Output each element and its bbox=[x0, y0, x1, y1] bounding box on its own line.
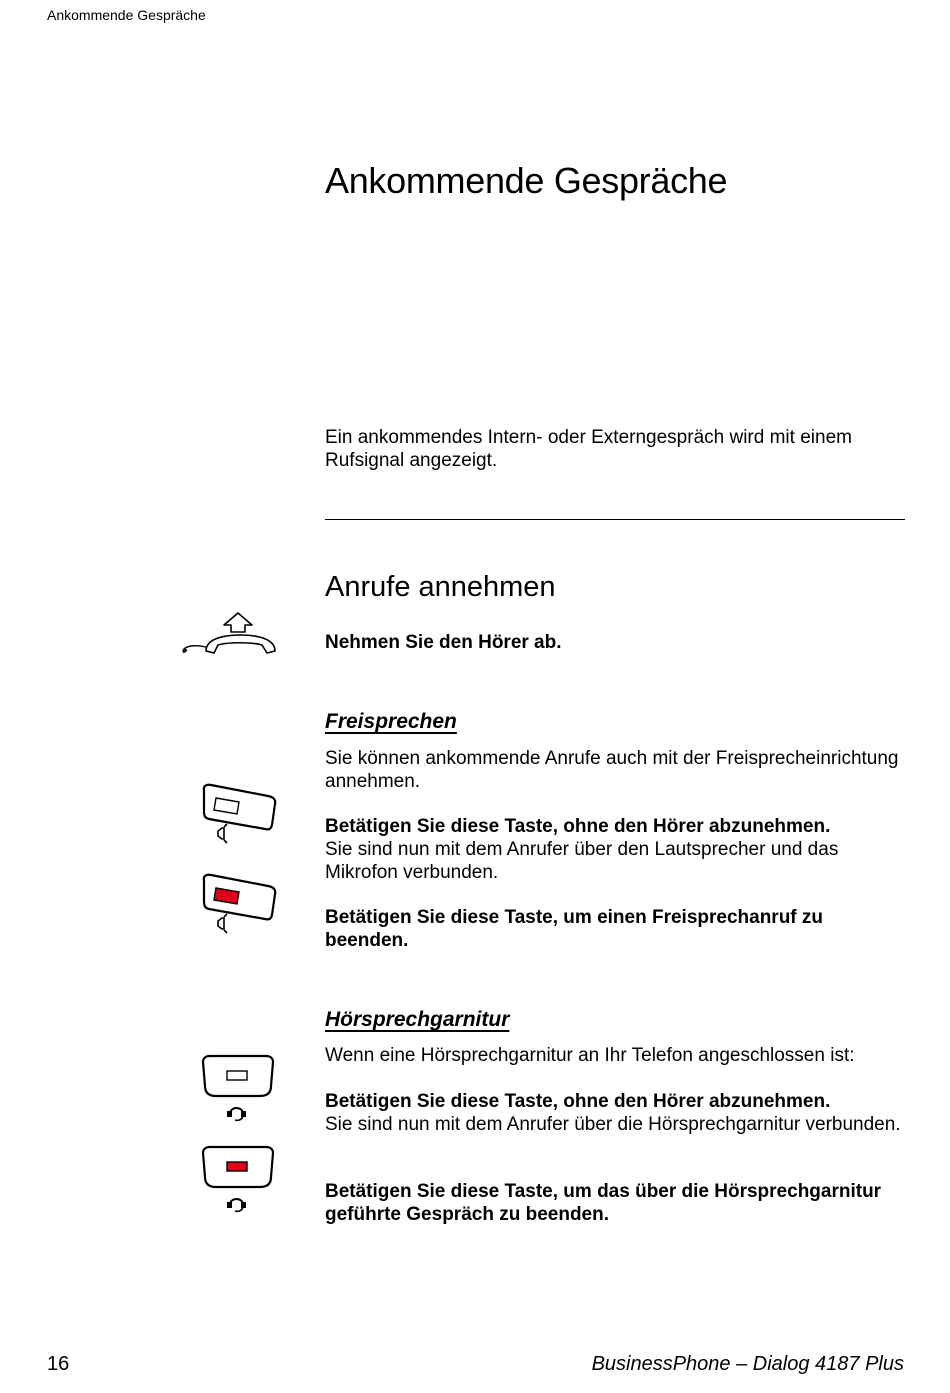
freisprechen-step1-result: Sie sind nun mit dem Anrufer über den Lautsprecher und das Mikrofon verbunden. bbox=[325, 839, 839, 883]
handset-lift-icon bbox=[178, 609, 280, 657]
freisprechen-step2-instruction: Betätigen Sie diese Taste, um einen Freisprechanruf zu beenden. bbox=[325, 907, 824, 951]
freisprechen-step1-instruction: Betätigen Sie diese Taste, ohne den Hörer abzunehmen. bbox=[325, 816, 831, 837]
headset-step2-instruction: Betätigen Sie diese Taste, um das über die Hörsprechgarnitur geführte Gespräch zu beenden. bbox=[325, 1181, 882, 1225]
page-number: 16 bbox=[47, 1353, 70, 1375]
speaker-key-icon bbox=[196, 783, 280, 845]
freisprechen-intro: Sie können ankommende Anrufe auch mit der Freisprecheinrichtung annehmen. bbox=[325, 748, 899, 792]
headset-intro: Wenn eine Hörsprechgarnitur an Ihr Telefon angeschlossen ist: bbox=[325, 1045, 855, 1066]
running-header: Ankommende Gespräche bbox=[47, 7, 206, 23]
section-heading: Anrufe annehmen bbox=[325, 571, 556, 603]
headset-step1-instruction: Betätigen Sie diese Taste, ohne den Hörer abzunehmen. bbox=[325, 1091, 831, 1112]
page-title: Ankommende Gespräche bbox=[325, 160, 728, 201]
step-pick-up-handset: Nehmen Sie den Hörer ab. bbox=[325, 632, 562, 653]
footer-product-title: BusinessPhone – Dialog 4187 Plus bbox=[591, 1353, 904, 1375]
headset-step1-result: Sie sind nun mit dem Anrufer über die Hörsprechgarnitur verbunden. bbox=[325, 1114, 901, 1135]
subheading-hoersprechgarnitur: Hörsprechgarnitur bbox=[325, 1008, 510, 1031]
speaker-key-active-icon bbox=[196, 873, 280, 935]
intro-paragraph: Ein ankommendes Intern- oder Externgespräch wird mit einem Rufsignal angezeigt. bbox=[325, 427, 852, 471]
section-divider bbox=[325, 519, 905, 520]
headset-key-active-icon bbox=[198, 1145, 278, 1215]
subheading-freisprechen: Freisprechen bbox=[325, 710, 457, 733]
headset-key-icon bbox=[198, 1054, 278, 1124]
